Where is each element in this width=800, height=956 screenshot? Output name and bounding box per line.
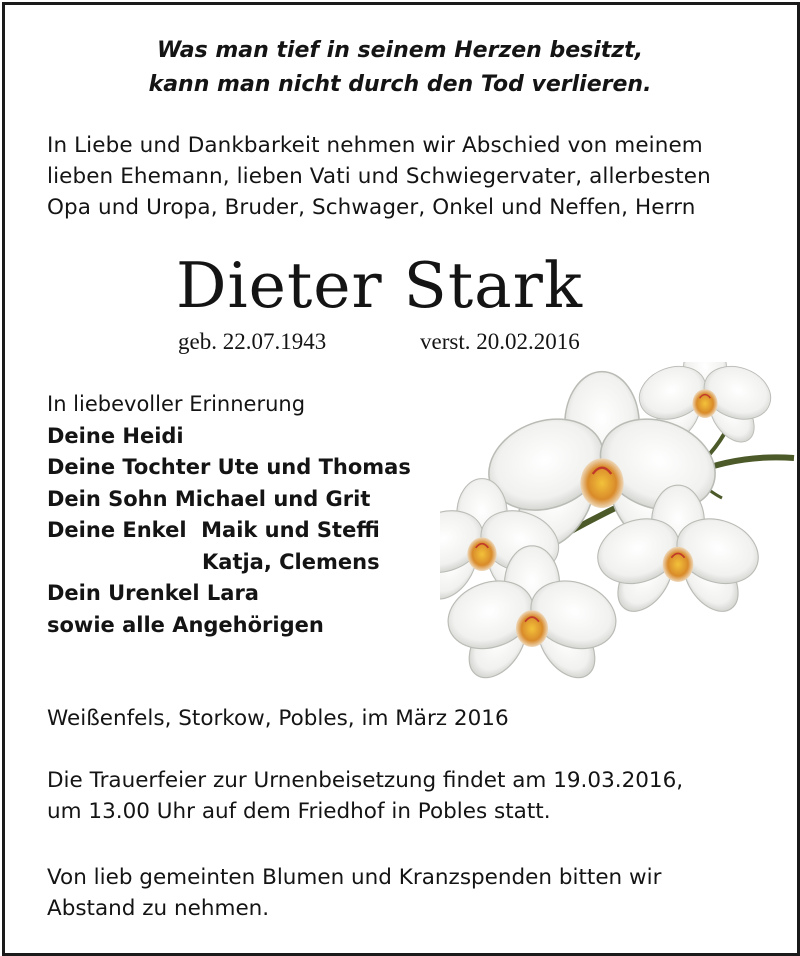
family-member: Katja, Clemens bbox=[202, 549, 380, 574]
intro-text bbox=[47, 130, 711, 223]
death-date: verst. 20.02.2016 bbox=[420, 329, 580, 354]
flowers-line-1: Von lieb gemeinten Blumen und Kranzspenden bitten wir bbox=[47, 865, 662, 890]
family-member: Dein Urenkel Lara bbox=[47, 581, 259, 605]
family-member: Dein Sohn Michael und Grit bbox=[47, 486, 371, 511]
family-member: Deine Tochter Ute und Thomas bbox=[47, 455, 411, 479]
flowers-note bbox=[47, 862, 661, 924]
place-and-date: Weißenfels, Storkow, Pobles, im März 2016 bbox=[47, 706, 509, 731]
birth-date: geb. 22.07.1943 bbox=[178, 329, 327, 354]
flowers-line-2: Abstand zu nehmen. bbox=[47, 896, 270, 921]
funeral-service-info bbox=[47, 765, 683, 827]
family-member: Deine Enkel Maik und Steffi bbox=[47, 518, 380, 542]
service-line-2: um 13.00 Uhr auf dem Friedhof in Pobles statt. bbox=[47, 799, 551, 824]
family-member: Deine Heidi bbox=[47, 423, 184, 448]
motto bbox=[0, 34, 800, 102]
family-list bbox=[47, 389, 411, 641]
service-line-1: Die Trauerfeier zur Urnenbeisetzung findet am 19.03.2016, bbox=[47, 768, 684, 793]
family-heading: In liebevoller Erinnerung bbox=[47, 392, 306, 416]
deceased-name: Dieter Stark bbox=[176, 249, 584, 322]
family-member: sowie alle Angehörigen bbox=[47, 612, 324, 637]
motto-line-1: Was man tief in seinem Herzen besitzt, bbox=[157, 38, 643, 63]
intro-line-2: lieben Ehemann, lieben Vati und Schwiegervater, allerbesten bbox=[47, 164, 711, 189]
motto-line-2: kann man nicht durch den Tod verlieren. bbox=[148, 72, 652, 97]
intro-line-1: In Liebe und Dankbarkeit nehmen wir Abschied von meinem bbox=[47, 133, 703, 158]
intro-line-3: Opa und Uropa, Bruder, Schwager, Onkel und Neffen, Herrn bbox=[47, 195, 696, 220]
orchid-branch-icon bbox=[440, 362, 795, 680]
